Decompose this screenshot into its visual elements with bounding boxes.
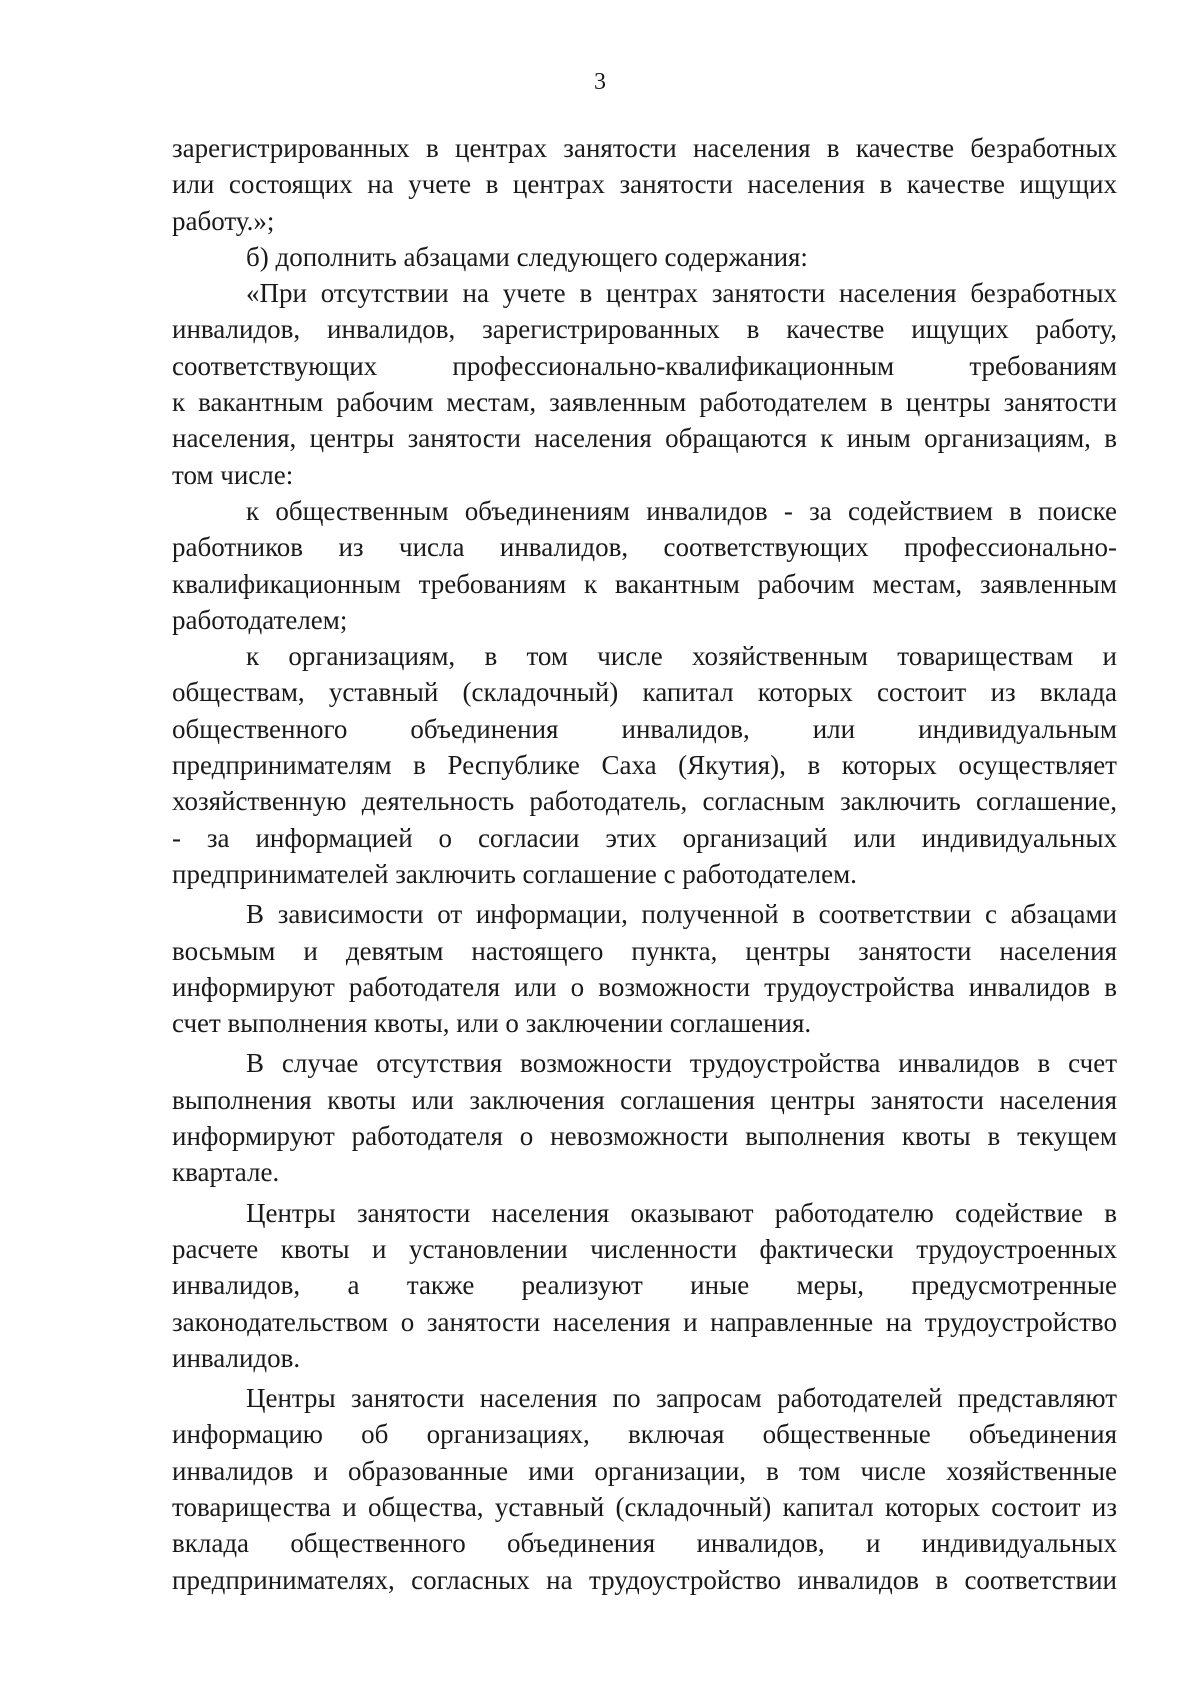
text-line: работодателем; (172, 604, 348, 635)
text-line: выполнения квоты или заключения соглашения центры занятости населения (172, 1084, 1117, 1115)
text-line: зарегистрированных в центрах занятости населения в качестве безработных (172, 133, 1117, 163)
text-line: предпринимателям в Республике Саха (Якутия), в которых осуществляет (172, 750, 1117, 781)
text-line: предпринимателей заключить соглашение с работодателем. (172, 858, 857, 889)
paragraph-continuation (172, 130, 1117, 239)
text-line: законодательством о занятости населения и направленные на трудоустройство (172, 1306, 1117, 1337)
paragraph-organizations (172, 638, 1117, 892)
text-line: к вакантным рабочим местам, заявленным работодателем в центры занятости (172, 387, 1117, 418)
text-line: обществам, уставный (складочный) капитал которых состоит из вклада (172, 677, 1117, 708)
paragraph-no-possibility (172, 1045, 1117, 1190)
text-line: восьмым и девятым настоящего пункта, центры занятости населения (172, 935, 1117, 966)
text-line: населения, центры занятости населения обращаются к иным организациям, в (172, 423, 1117, 454)
text-line: товарищества и общества, уставный (складочный) капитал которых состоит из (172, 1491, 1117, 1522)
text-line: хозяйственную деятельность работодатель, согласным заключить соглашение, (172, 786, 1117, 817)
text-line: вклада общественного объединения инвалидов, и индивидуальных (172, 1528, 1117, 1559)
paragraph-depending (172, 896, 1117, 1041)
text-line: инвалидов, инвалидов, зарегистрированных в качестве ищущих работу, (172, 314, 1117, 345)
text-line: счет выполнения квоты, или о заключении соглашения. (172, 1008, 812, 1039)
paragraph-public-associations (172, 493, 1117, 638)
text-line: В зависимости от информации, полученной в соответствии с абзацами (246, 899, 1117, 930)
text-line: или состоящих на учете в центрах занятости населения в качестве ищущих (172, 169, 1117, 200)
paragraph-item-b (172, 239, 1117, 275)
text-line: к общественным объединениям инвалидов - за содействием в поиске (246, 495, 1117, 526)
text-line: расчете квоты и установлении численности фактически трудоустроенных (172, 1233, 1117, 1264)
text-line: Центры занятости населения оказывают работодателю содействие в (246, 1197, 1117, 1228)
text-line: информируют работодателя о невозможности выполнения квоты в текущем (172, 1121, 1117, 1152)
paragraph-absence (172, 275, 1117, 493)
text-line: том числе: (172, 459, 294, 490)
text-line: соответствующих профессионально-квалификационным требованиям (172, 350, 1117, 381)
text-line: инвалидов и образованные ими организации, в том числе хозяйственные (172, 1455, 1117, 1486)
text-line: информацию об организациях, включая общественные объединения (172, 1419, 1117, 1450)
page-number: 3 (594, 69, 606, 95)
text-line: инвалидов. (172, 1342, 301, 1373)
text-line: квалификационным требованиям к вакантным рабочим местам, заявленным (172, 568, 1117, 599)
text-line: к организациям, в том числе хозяйственным товариществам и (246, 641, 1117, 672)
text-line: квартале. (172, 1157, 280, 1188)
text-line: общественного объединения инвалидов, или индивидуальным (172, 713, 1117, 744)
text-line: предпринимателях, согласных на трудоустройство инвалидов в соответствии (172, 1564, 1117, 1595)
document-body (172, 130, 1117, 1598)
text-line: информируют работодателя или о возможности трудоустройства инвалидов в (172, 971, 1117, 1002)
paragraph-assistance (172, 1195, 1117, 1376)
text-line: Центры занятости населения по запросам работодателей представляют (246, 1383, 1117, 1414)
text-line: «При отсутствии на учете в центрах занятости населения безработных (246, 278, 1117, 309)
text-line: работников из числа инвалидов, соответствующих профессионально- (172, 532, 1117, 563)
text-line: - за информацией о согласии этих организаций или индивидуальных (172, 822, 1117, 853)
text-line: работу.»; (172, 205, 275, 236)
text-line: В случае отсутствия возможности трудоустройства инвалидов в счет (246, 1048, 1117, 1079)
paragraph-requests (172, 1380, 1117, 1598)
text-line: инвалидов, а также реализуют иные меры, предусмотренные (172, 1270, 1117, 1301)
text-line: б) дополнить абзацами следующего содержания: (246, 241, 808, 272)
